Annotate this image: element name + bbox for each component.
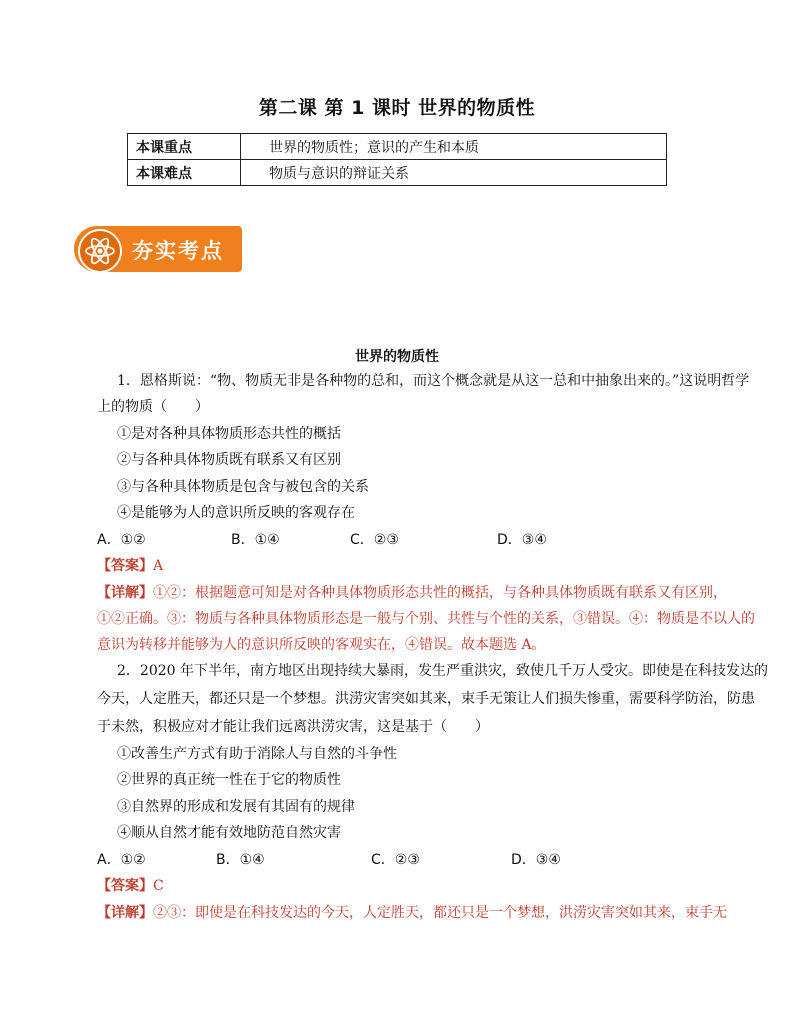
difficulty-value: 物质与意识的辩证关系: [241, 160, 667, 186]
section-title: 世界的物质性: [355, 349, 439, 365]
option-b: B．①④: [216, 852, 265, 868]
answer-value: C: [153, 878, 164, 894]
difficulty-label: 本课难点: [128, 160, 241, 186]
lesson-key-table: [127, 133, 667, 186]
detail-text: ①②：根据题意可知是对各种具体物质形态共性的概括，与各种具体物质既有联系又有区别，: [153, 585, 727, 601]
option-d: D．③④: [511, 852, 561, 868]
key-value: 世界的物质性；意识的产生和本质: [241, 134, 667, 160]
choice-item: ④顺从自然才能有效地防范自然灾害: [117, 825, 341, 841]
answer-line: [97, 875, 164, 895]
answer-tag: 【答案】: [97, 558, 153, 574]
choice-item: ③自然界的形成和发展有其固有的规律: [117, 799, 355, 815]
option-a: A．①②: [97, 852, 146, 868]
question-stem: 2．2020 年下半年，南方地区出现持续大暴雨，发生严重洪灾，致使几千万人受灾。即使是在科技发达的: [117, 663, 768, 679]
option-a: A．①②: [97, 532, 146, 548]
key-label: 本课重点: [128, 134, 241, 160]
answer-value: A: [153, 558, 164, 574]
question-stem: 今天，人定胜天，都还只是一个梦想。洪涝灾害突如其来，束手无策让人们损失惨重，需要科学防治，防患: [97, 691, 755, 707]
atom-icon: [78, 229, 122, 273]
option-d: D．③④: [497, 532, 547, 548]
detail-tag: 【详解】: [97, 905, 153, 921]
page-title: 第二课 第 1 课时 世界的物质性: [258, 97, 536, 119]
detail-line: 意识为转移并能够为人的意识所反映的客观实在，④错误。故本题选 A。: [97, 637, 546, 653]
table-row: [128, 134, 667, 160]
answer-line: [97, 555, 163, 575]
question-stem: 于未然，积极应对才能让我们远离洪涝灾害，这是基于（ ）: [97, 719, 489, 735]
choice-item: ④是能够为人的意识所反映的客观存在: [117, 505, 355, 521]
option-c: C．②③: [371, 852, 420, 868]
choice-item: ②与各种具体物质既有联系又有区别: [117, 452, 341, 468]
choice-item: ①是对各种具体物质形态共性的概括: [117, 426, 341, 442]
detail-tag: 【详解】: [97, 585, 153, 601]
detail-text: ②③：即使是在科技发达的今天，人定胜天，都还只是一个梦想，洪涝灾害突如其来，束手无: [153, 905, 727, 921]
table-row: [128, 160, 667, 186]
detail-line: [97, 582, 727, 602]
question-stem: 上的物质（ ）: [97, 399, 209, 415]
detail-line: [97, 902, 727, 922]
choice-item: ②世界的真正统一性在于它的物质性: [117, 772, 341, 788]
choice-item: ③与各种具体物质是包含与被包含的关系: [117, 479, 369, 495]
option-b: B．①④: [231, 532, 280, 548]
badge-label: 夯实考点: [132, 239, 224, 263]
answer-tag: 【答案】: [97, 878, 153, 894]
section-badge: [74, 226, 242, 272]
option-c: C．②③: [350, 532, 399, 548]
question-stem: 1．恩格斯说：“物、物质无非是各种物的总和，而这个概念就是从这一总和中抽象出来的。”这说明哲学: [117, 373, 750, 389]
detail-line: ①②正确。③：物质与各种具体物质形态是一般与个别、共性与个性的关系，③错误。④：物质是不以人的: [97, 611, 755, 627]
choice-item: ①改善生产方式有助于消除人与自然的斗争性: [117, 746, 397, 762]
